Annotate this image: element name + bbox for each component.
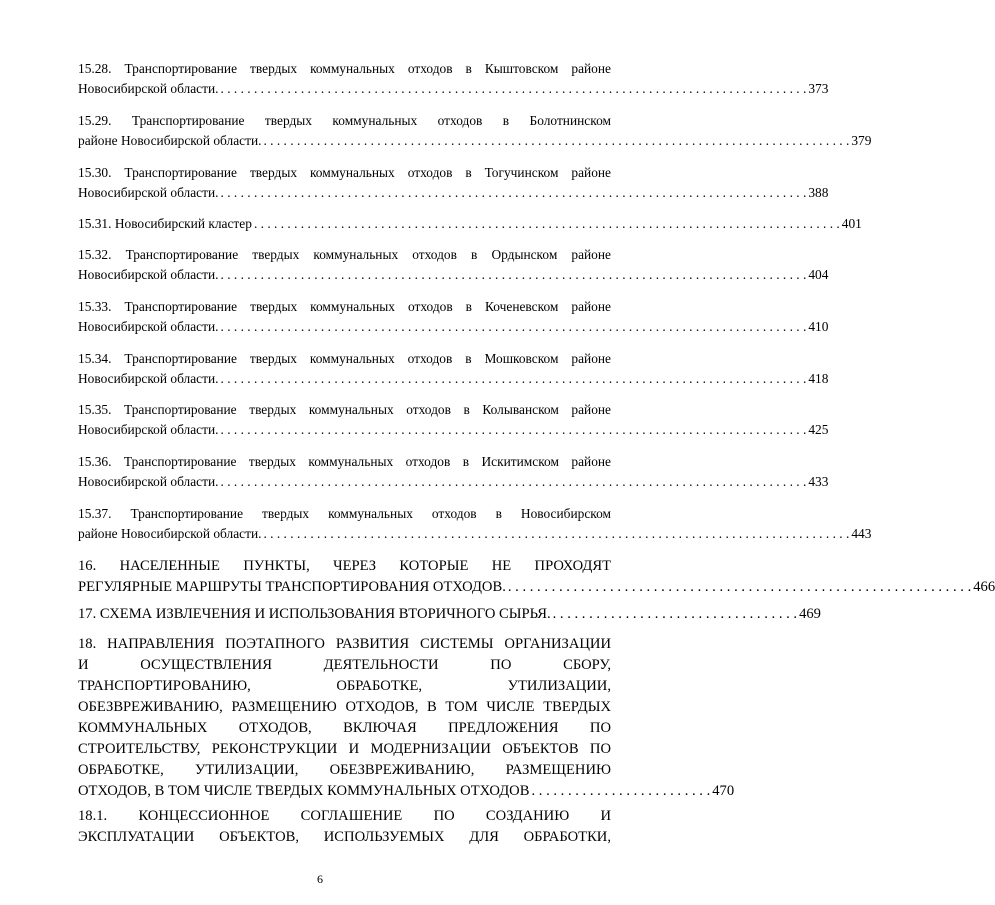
toc-entry-15-31[interactable] xyxy=(78,214,862,234)
toc-leader-dots: . . . . . . . . . . . . . . . . . . . . . . . . . . . . . . . . . . . . . . . . . . . . . . . . . . . . . . . . . . . . . . . . . . . . . . . . . . . . . . . . . . . . . . . . xyxy=(220,474,807,489)
toc-entry-line: 15.34. Транспортирование твердых коммунальных отходов в Мошковском районе xyxy=(78,351,611,366)
toc-page-number: 379 xyxy=(851,133,872,148)
toc-entry-line: 18. НАПРАВЛЕНИЯ ПОЭТАПНОГО РАЗВИТИЯ СИСТЕМЫ ОРГАНИЗАЦИИ xyxy=(78,636,611,652)
toc-page-number: 469 xyxy=(799,606,821,622)
toc-leader-dots: . . . . . . . . . . . . . . . . . . . . . . . . . . . . . . . . . . . . . . . . . . . . . . . . . . . . . . . . . . . . . . . . . . . . . . . . . . . . . . . . . . . . . . . . xyxy=(220,267,807,282)
toc-entry-15-30[interactable] xyxy=(78,163,829,203)
toc-leader-dots: . . . . . . . . . . . . . . . . . . . . . . . . . . . . . . . . . . . . . . . . . . . . . . . . . . . . . . . . . . . . . . . . . . . . . . . . . . . . . . . . . . . . . . . . xyxy=(253,216,840,231)
toc-leader-dots: . . . . . . . . . . . . . . . . . . . . . . . . . xyxy=(531,783,711,799)
toc-entry-15-35[interactable] xyxy=(78,400,829,440)
toc-entry-15-37[interactable] xyxy=(78,504,872,544)
toc-entry-line: 15.36. Транспортирование твердых коммунальных отходов в Искитимском районе xyxy=(78,454,611,469)
toc-entry-line: 16. НАСЕЛЕННЫЕ ПУНКТЫ, ЧЕРЕЗ КОТОРЫЕ НЕ ПРОХОДЯТ xyxy=(78,558,611,574)
toc-entry-15-36[interactable] xyxy=(78,452,829,492)
toc-entry-tail: районе Новосибирской области. xyxy=(78,133,262,148)
toc-page-number: 410 xyxy=(808,319,829,334)
toc-leader-dots: . . . . . . . . . . . . . . . . . . . . . . . . . . . . . . . . . . . . . . . . . . . . . . . . . . . . . . . . . . . . . . . . . . . . . . . . . . . . . . . . . . . . . . . . xyxy=(220,319,807,334)
toc-leader-dots: . . . . . . . . . . . . . . . . . . . . . . . . . . . . . . . . . . . . . . . . . . . . . . . . . . . . . . . . . . . . . . . . . . . . . . . . . . . . . . . . . . . . . . . . xyxy=(263,526,850,541)
toc-page-number: 443 xyxy=(851,526,872,541)
toc-entry-line: 15.30. Транспортирование твердых коммунальных отходов в Тогучинском районе xyxy=(78,165,611,180)
toc-entry-line: 15.37. Транспортирование твердых коммунальных отходов в Новосибирском xyxy=(78,506,611,521)
page-number: 6 xyxy=(317,872,323,886)
toc-entry-tail: 15.31. Новосибирский кластер xyxy=(78,216,252,231)
toc-entry-tail: Новосибирской области. xyxy=(78,474,219,489)
toc-entry-line: 15.33. Транспортирование твердых коммунальных отходов в Коченевском районе xyxy=(78,299,611,314)
toc-entry-15-32[interactable] xyxy=(78,245,829,285)
toc-entry-15-29[interactable] xyxy=(78,111,872,151)
toc-leader-dots: . . . . . . . . . . . . . . . . . . . . . . . . . . . . . . . . . . . . . . . . . . . . . . . . . . . . . . . . . . . . . . . . . . . . . . . . . . . . . . . . . . . . . . . . xyxy=(263,133,850,148)
toc-entry-tail: ОТХОДОВ, В ТОМ ЧИСЛЕ ТВЕРДЫХ КОММУНАЛЬНЫХ ОТХОДОВ xyxy=(78,783,530,799)
toc-entry-17[interactable] xyxy=(78,604,821,625)
toc-entry-tail: районе Новосибирской области. xyxy=(78,526,262,541)
toc-entry-line: И ОСУЩЕСТВЛЕНИЯ ДЕЯТЕЛЬНОСТИ ПО СБОРУ, xyxy=(78,657,611,673)
toc-entry-tail: РЕГУЛЯРНЫЕ МАРШРУТЫ ТРАНСПОРТИРОВАНИЯ ОТХОДОВ. xyxy=(78,579,506,595)
toc-entry-line: СТРОИТЕЛЬСТВУ, РЕКОНСТРУКЦИИ И МОДЕРНИЗАЦИИ ОБЪЕКТОВ ПО xyxy=(78,741,611,757)
toc-entry-18[interactable] xyxy=(78,634,735,802)
toc-page-number: 466 xyxy=(973,579,995,595)
toc-entry-tail: Новосибирской области. xyxy=(78,319,219,334)
toc-entry-line: КОММУНАЛЬНЫХ ОТХОДОВ, ВКЛЮЧАЯ ПРЕДЛОЖЕНИЯ ПО xyxy=(78,720,611,736)
toc-entry-15-33[interactable] xyxy=(78,297,829,337)
toc-entry-tail: Новосибирской области. xyxy=(78,422,219,437)
toc-entry-18-1[interactable] xyxy=(78,806,611,848)
toc-page-number: 404 xyxy=(808,267,829,282)
toc-entry-line: 15.29. Транспортирование твердых коммунальных отходов в Болотнинском xyxy=(78,113,611,128)
toc-entry-tail: Новосибирской области. xyxy=(78,267,219,282)
toc-page-number: 373 xyxy=(808,81,829,96)
toc-entry-15-34[interactable] xyxy=(78,349,829,389)
toc-entry-tail: 17. СХЕМА ИЗВЛЕЧЕНИЯ И ИСПОЛЬЗОВАНИЯ ВТОРИЧНОГО СЫРЬЯ. xyxy=(78,606,551,622)
toc-entry-line: ТРАНСПОРТИРОВАНИЮ, ОБРАБОТКЕ, УТИЛИЗАЦИИ, xyxy=(78,678,611,694)
toc-leader-dots: . . . . . . . . . . . . . . . . . . . . . . . . . . . . . . . . . . . . . . . . . . . . . . . . . . . . . . . . . . . . . . . . . . . . . . . . . . . . . . . . . . . . . . . . xyxy=(220,422,807,437)
toc-entry-tail: Новосибирской области. xyxy=(78,81,219,96)
toc-page-number: 401 xyxy=(841,216,862,231)
toc-page-number: 425 xyxy=(808,422,829,437)
toc-leader-dots: . . . . . . . . . . . . . . . . . . . . . . . . . . . . . . . . . . . . . . . . . . . . . . . . . . . . . . . . . . . . . . . . xyxy=(507,579,972,595)
toc-page-number: 418 xyxy=(808,371,829,386)
toc-page-number: 470 xyxy=(712,783,735,799)
toc-page-number: 388 xyxy=(808,185,829,200)
toc-entry-tail: Новосибирской области. xyxy=(78,185,219,200)
toc-entry-line: 15.35. Транспортирование твердых коммунальных отходов в Колыванском районе xyxy=(78,402,611,417)
toc-leader-dots: . . . . . . . . . . . . . . . . . . . . . . . . . . . . . . . . . . . . . . . . . . . . . . . . . . . . . . . . . . . . . . . . . . . . . . . . . . . . . . . . . . . . . . . . xyxy=(220,185,807,200)
toc-entry-line: 15.32. Транспортирование твердых коммунальных отходов в Ордынском районе xyxy=(78,247,611,262)
toc-leader-dots: . . . . . . . . . . . . . . . . . . . . . . . . . . . . . . . . . . . . . . . . . . . . . . . . . . . . . . . . . . . . . . . . . . . . . . . . . . . . . . . . . . . . . . . . xyxy=(220,371,807,386)
toc-entry-tail: Новосибирской области. xyxy=(78,371,219,386)
toc-entry-line: 15.28. Транспортирование твердых коммунальных отходов в Кыштовском районе xyxy=(78,61,611,76)
toc-page-number: 433 xyxy=(808,474,829,489)
toc-entry-16[interactable] xyxy=(78,556,995,598)
toc-entry-15-28[interactable] xyxy=(78,59,829,99)
toc-leader-dots: . . . . . . . . . . . . . . . . . . . . . . . . . . . . . . . . . . xyxy=(552,606,798,622)
toc-leader-dots: . . . . . . . . . . . . . . . . . . . . . . . . . . . . . . . . . . . . . . . . . . . . . . . . . . . . . . . . . . . . . . . . . . . . . . . . . . . . . . . . . . . . . . . . xyxy=(220,81,807,96)
toc-entry-line: ОБЕЗВРЕЖИВАНИЮ, РАЗМЕЩЕНИЮ ОТХОДОВ, В ТОМ ЧИСЛЕ ТВЕРДЫХ xyxy=(78,699,611,715)
toc-entry-line: 18.1. КОНЦЕССИОННОЕ СОГЛАШЕНИЕ ПО СОЗДАНИЮ И xyxy=(78,808,611,824)
toc-entry-line: ОБРАБОТКЕ, УТИЛИЗАЦИИ, ОБЕЗВРЕЖИВАНИЮ, РАЗМЕЩЕНИЮ xyxy=(78,762,611,778)
toc-entry-line: ЭКСПЛУАТАЦИИ ОБЪЕКТОВ, ИСПОЛЬЗУЕМЫХ ДЛЯ ОБРАБОТКИ, xyxy=(78,829,611,845)
